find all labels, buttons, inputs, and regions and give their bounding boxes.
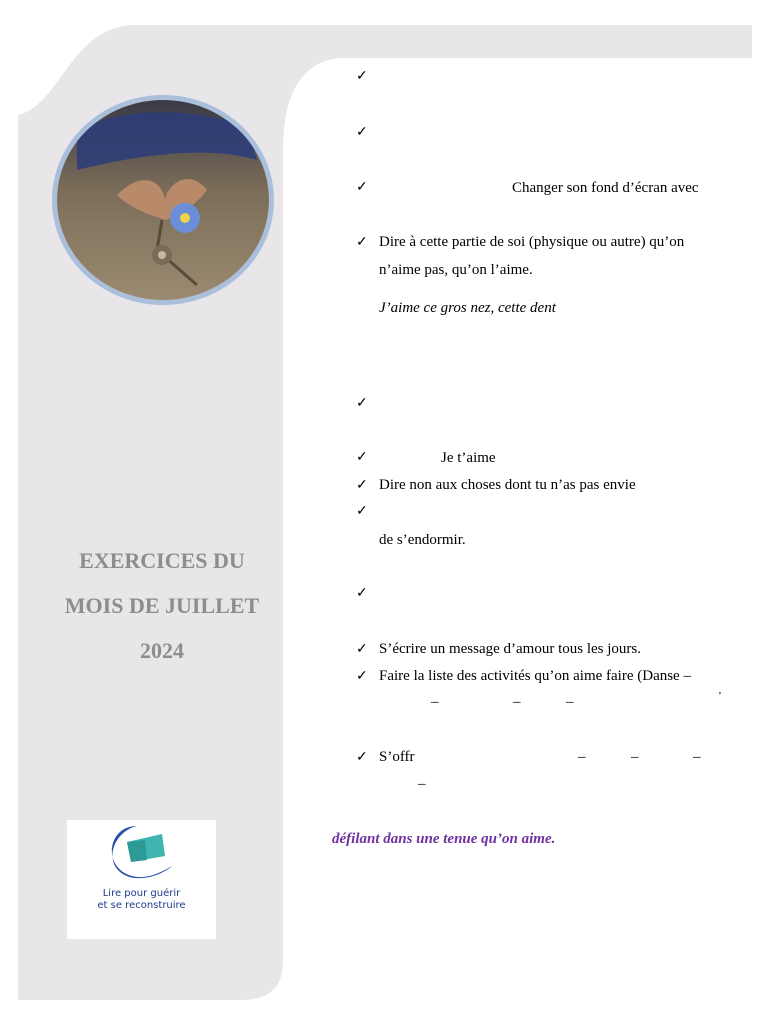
check-mark-icon: ✓ bbox=[356, 586, 368, 601]
checklist-item-text: S’écrire un message d’amour tous les jours. bbox=[379, 641, 642, 657]
check-mark-icon: ✓ bbox=[356, 125, 368, 140]
check-mark-icon: ✓ bbox=[356, 478, 368, 493]
footer-italic-text: défilant dans une tenue qu’on aime. bbox=[332, 831, 556, 847]
checklist-apostrophe: ’ bbox=[718, 690, 722, 702]
checklist-item-text: S’offr bbox=[379, 749, 415, 765]
check-mark-icon: ✓ bbox=[356, 396, 368, 411]
checklist-item-text: Je t’aime bbox=[441, 450, 496, 466]
page-title-line-2: MOIS DE JUILLET bbox=[64, 593, 260, 618]
organization-logo bbox=[67, 820, 216, 939]
logo-text-line-1: Lire pour guérir bbox=[102, 888, 181, 899]
checklist-dash: – bbox=[513, 694, 521, 710]
check-mark-icon: ✓ bbox=[356, 69, 368, 84]
page-title-line-3: 2024 bbox=[140, 638, 184, 663]
checklist-dash: – bbox=[693, 749, 701, 765]
hand-book-logo-icon bbox=[67, 820, 216, 939]
checklist-item-continuation: de s’endormir. bbox=[379, 532, 466, 548]
check-mark-icon: ✓ bbox=[356, 450, 368, 465]
checklist-dash: – bbox=[566, 694, 574, 710]
checklist-item-continuation: n’aime pas, qu’on l’aime. bbox=[379, 262, 533, 278]
check-mark-icon: ✓ bbox=[356, 504, 368, 519]
checklist-item-example: J’aime ce gros nez, cette dent bbox=[379, 300, 556, 316]
check-mark-icon: ✓ bbox=[356, 642, 368, 657]
checklist-dash: – bbox=[431, 694, 439, 710]
reflection-photo bbox=[52, 95, 274, 305]
check-mark-icon: ✓ bbox=[356, 235, 368, 250]
checklist-item-text: Changer son fond d’écran avec bbox=[512, 180, 699, 196]
checklist-dash: – bbox=[631, 749, 639, 765]
logo-text-line-2: et se reconstruire bbox=[97, 900, 186, 911]
checklist-item-text: Dire non aux choses dont tu n’as pas envie bbox=[379, 477, 636, 493]
hands-flower-illustration bbox=[57, 100, 269, 300]
page-title-line-1: EXERCICES DU bbox=[79, 548, 245, 573]
checklist-item-text: Faire la liste des activités qu’on aime faire (Danse – bbox=[379, 668, 691, 684]
checklist-item-text: Dire à cette partie de soi (physique ou autre) qu’on bbox=[379, 234, 685, 250]
check-mark-icon: ✓ bbox=[356, 750, 368, 765]
checklist-dash: – bbox=[578, 749, 586, 765]
check-mark-icon: ✓ bbox=[356, 669, 368, 684]
checklist-dash: – bbox=[418, 776, 426, 792]
check-mark-icon: ✓ bbox=[356, 180, 368, 195]
